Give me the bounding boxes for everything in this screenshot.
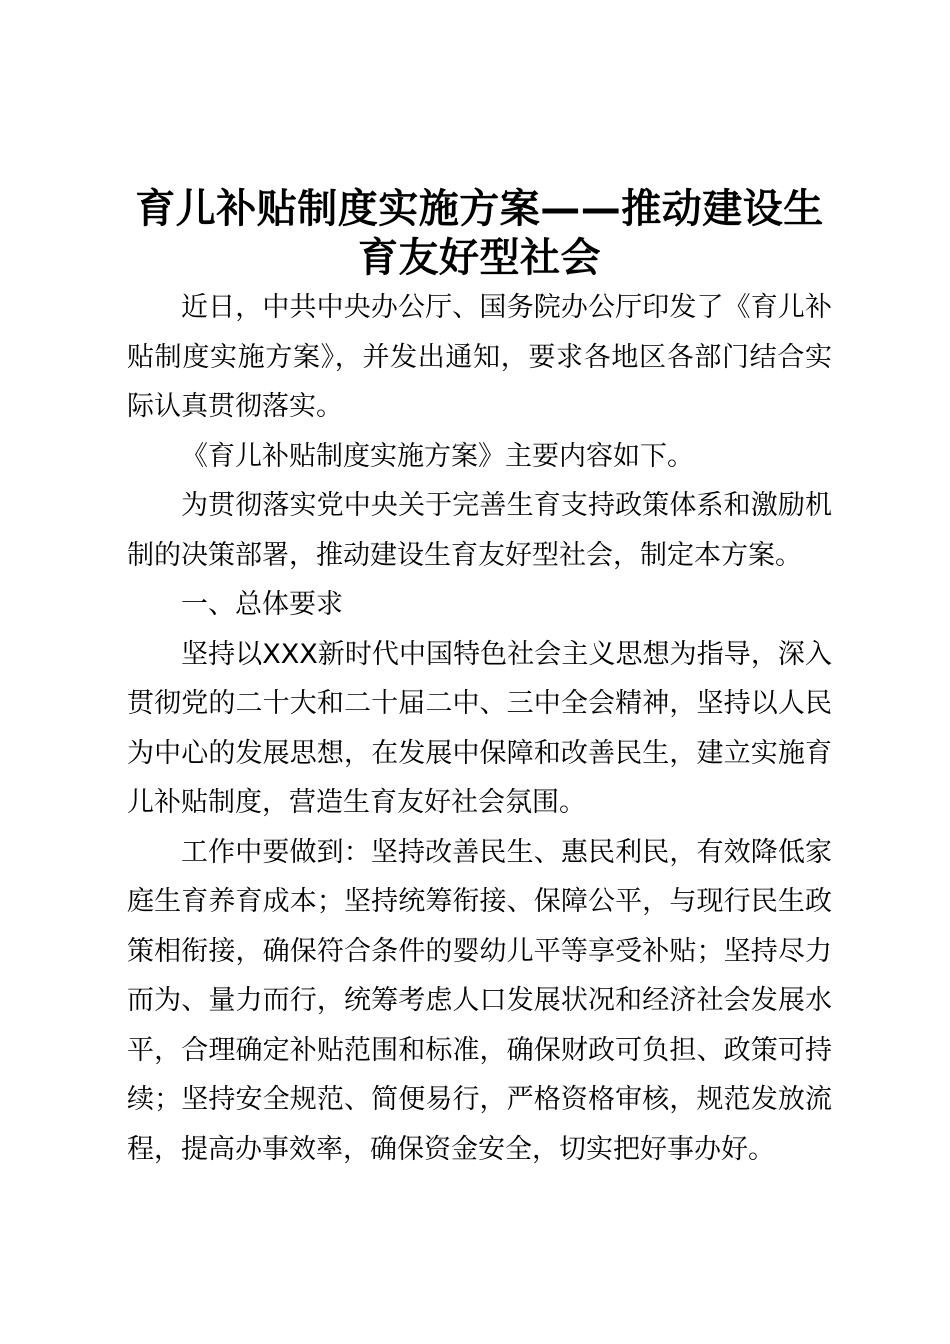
document-title xyxy=(127,185,832,283)
section-heading-general-requirements: 一、总体要求 xyxy=(181,589,343,620)
document-title-line2: 育友好型社会 xyxy=(358,235,601,281)
document-title-line1: 育儿补贴制度实施方案——推动建设生 xyxy=(135,186,824,232)
document-page xyxy=(127,185,832,1174)
purpose-paragraph: 为贯彻落实党中央关于完善生育支持政策体系和激励机制的决策部署，推动建设生育友好型社会，制定本方案。 xyxy=(127,490,832,571)
work-requirements-paragraph: 工作中要做到：坚持改善民生、惠民利民，有效降低家庭生育养育成本；坚持统筹衔接、保障公平，与现行民生政策相衔接，确保符合条件的婴幼儿平等享受补贴；坚持尽力而为、量力而行，统筹考虑人口发展状况和经济社会发展水平，合理确定补贴范围和标准，确保财政可负担、政策可持续；坚持安全规范、简便易行，严格资格审核，规范发放流程，提高办事效率，确保资金安全，切实把好事办好。 xyxy=(127,836,832,1165)
guiding-principle-paragraph: 坚持以XXX新时代中国特色社会主义思想为指导，深入贯彻党的二十大和二十届二中、三中全会精神，坚持以人民为中心的发展思想，在发展中保障和改善民生，建立实施育儿补贴制度，营造生育友好社会氛围。 xyxy=(127,638,832,818)
content-intro-paragraph: 《育儿补贴制度实施方案》主要内容如下。 xyxy=(181,440,694,472)
intro-paragraph: 近日，中共中央办公厅、国务院办公厅印发了《育儿补贴制度实施方案》，并发出通知，要求各地区各部门结合实际认真贯彻落实。 xyxy=(127,292,832,422)
